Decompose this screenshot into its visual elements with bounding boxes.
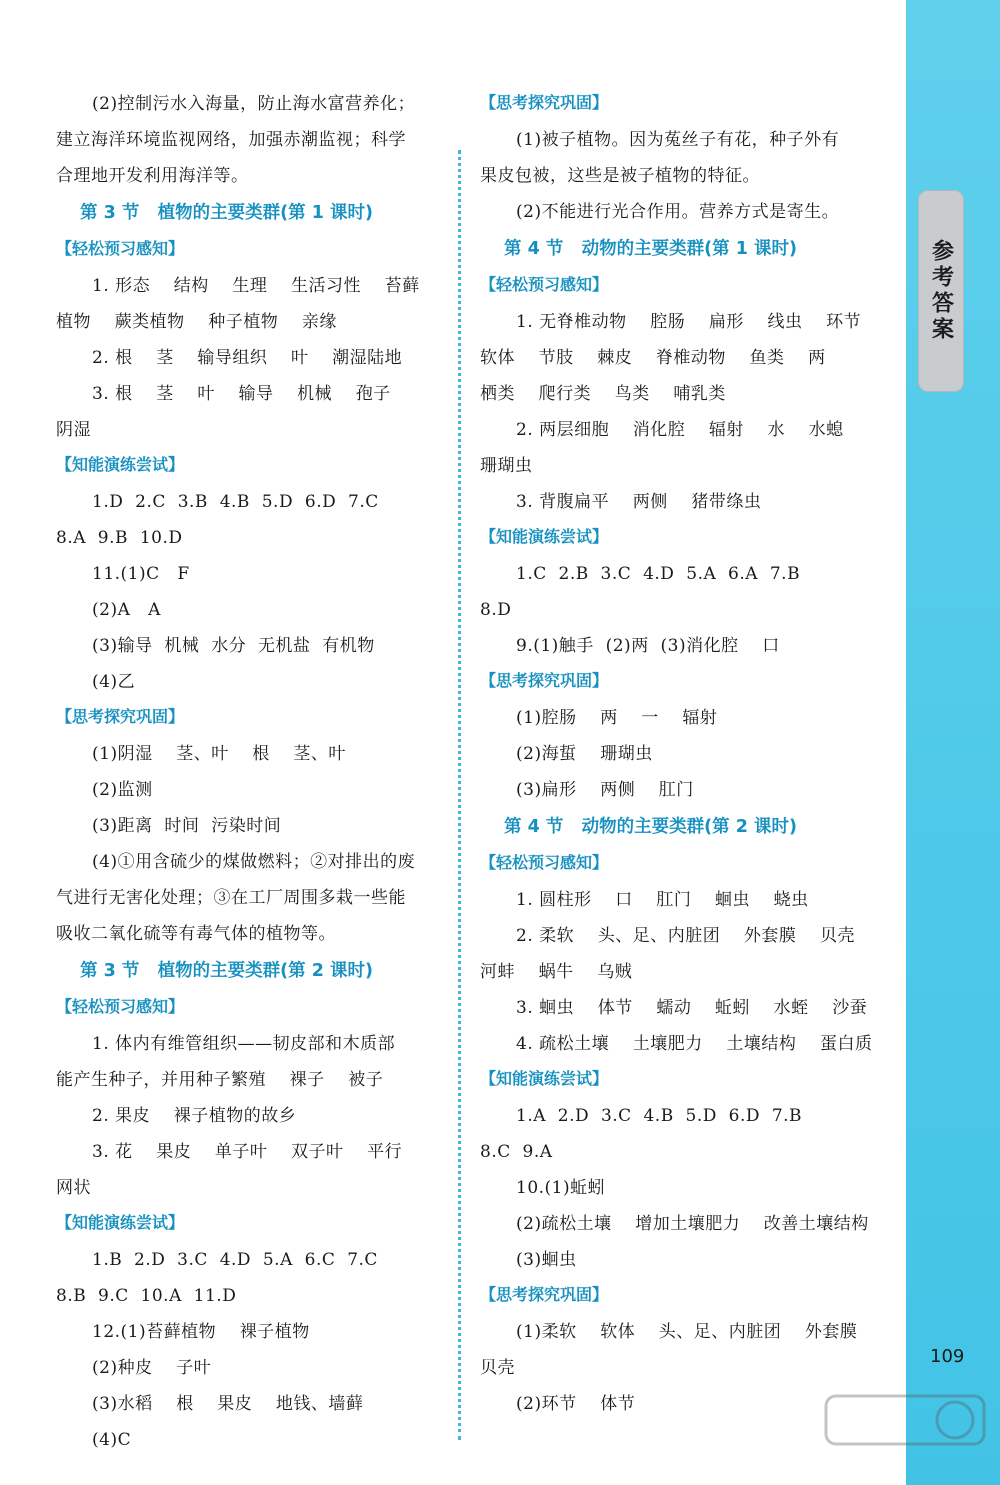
answer-line: (1)被子植物。因为菟丝子有花，种子外有 <box>516 130 840 150</box>
answer-line: 10.(1)蚯蚓 <box>516 1178 606 1198</box>
answer-line: (2)种皮 子叶 <box>92 1358 212 1378</box>
answer-line: 气进行无害化处理；③在工厂周围多栽一些能 <box>56 888 406 908</box>
subsection-tag: 【思考探究巩固】 <box>480 93 609 112</box>
subsection-tag: 【思考探究巩固】 <box>480 1285 609 1304</box>
answer-line: (3)扁形 两侧 肛门 <box>516 780 694 800</box>
answer-line: 1. 形态 结构 生理 生活习性 苔藓 <box>92 276 420 296</box>
subsection-tag: 【思考探究巩固】 <box>480 671 609 690</box>
answer-line: 8.C 9.A <box>480 1142 553 1162</box>
answer-line: (2)海蜇 珊瑚虫 <box>516 744 653 764</box>
answer-line: (2)疏松土壤 增加土壤肥力 改善土壤结构 <box>516 1214 869 1234</box>
subsection-tag: 【知能演练尝试】 <box>56 1213 185 1232</box>
answer-line: 1.B 2.D 3.C 4.D 5.A 6.C 7.C <box>92 1250 378 1270</box>
answer-line: 珊瑚虫 <box>480 456 533 476</box>
subsection-tag: 【思考探究巩固】 <box>56 707 185 726</box>
page-number: 109 <box>930 1346 965 1367</box>
subsection-tag: 【轻松预习感知】 <box>480 275 609 294</box>
right-column <box>480 86 872 1422</box>
answer-line: 能产生种子，并用种子繁殖 裸子 被子 <box>56 1070 384 1090</box>
subsection-tag: 【轻松预习感知】 <box>56 997 185 1016</box>
section-heading: 第 3 节 植物的主要类群(第 1 课时) <box>80 203 373 223</box>
answer-line: (3)蛔虫 <box>516 1250 577 1270</box>
answer-line: 河蚌 蜗牛 乌贼 <box>480 962 633 982</box>
answer-line: (3)水稻 根 果皮 地钱、墙藓 <box>92 1394 364 1414</box>
answer-line: 9.(1)触手 (2)两 (3)消化腔 口 <box>516 636 780 656</box>
answer-line: (2)监测 <box>92 780 153 800</box>
answer-line: 吸收二氧化硫等有毒气体的植物等。 <box>56 924 336 944</box>
answer-line: 1.C 2.B 3.C 4.D 5.A 6.A 7.B <box>516 564 801 584</box>
answer-line: 12.(1)苔藓植物 裸子植物 <box>92 1322 310 1342</box>
answer-line: 3. 背腹扁平 两侧 猪带绦虫 <box>516 492 762 512</box>
answer-line: 1.A 2.D 3.C 4.B 5.D 6.D 7.B <box>516 1106 803 1126</box>
answer-line: 植物 蕨类植物 种子植物 亲缘 <box>56 312 337 332</box>
answer-line: (1)柔软 软体 头、足、内脏团 外套膜 <box>516 1322 858 1342</box>
answer-line: 11.(1)C F <box>92 564 190 584</box>
subsection-tag: 【轻松预习感知】 <box>480 853 609 872</box>
answer-line: 软体 节肢 棘皮 脊椎动物 鱼类 两 <box>480 348 826 368</box>
answer-line: (1)腔肠 两 一 辐射 <box>516 708 718 728</box>
answer-line: 2. 根 茎 输导组织 叶 潮湿陆地 <box>92 348 403 368</box>
subsection-tag: 【知能演练尝试】 <box>56 455 185 474</box>
answer-line: 2. 两层细胞 消化腔 辐射 水 水螅 <box>516 420 844 440</box>
answer-line: 1. 圆柱形 口 肛门 蛔虫 蛲虫 <box>516 890 809 910</box>
answer-line: 3. 根 茎 叶 输导 机械 孢子 <box>92 384 391 404</box>
answer-line: 果皮包被，这些是被子植物的特征。 <box>480 166 760 186</box>
answer-line: 1. 体内有维管组织——韧皮部和木质部 <box>92 1034 396 1054</box>
answer-line: 贝壳 <box>480 1358 515 1378</box>
watermark-logo <box>820 1390 990 1480</box>
answer-line: 8.D <box>480 600 512 620</box>
answer-line: (2)控制污水入海量，防止海水富营养化； <box>92 94 416 114</box>
subsection-tag: 【轻松预习感知】 <box>56 239 185 258</box>
answer-line: (3)输导 机械 水分 无机盐 有机物 <box>92 636 375 656</box>
answer-line: (4)①用含硫少的煤做燃料；②对排出的废 <box>92 852 416 872</box>
answer-line: 1. 无脊椎动物 腔肠 扁形 线虫 环节 <box>516 312 862 332</box>
answer-line: 网状 <box>56 1178 91 1198</box>
answer-line: 8.A 9.B 10.D <box>56 528 183 548</box>
answer-line: (2)A A <box>92 600 161 620</box>
answer-line: 8.B 9.C 10.A 11.D <box>56 1286 237 1306</box>
side-tab-label: 参考答案 <box>928 239 954 343</box>
subsection-tag: 【知能演练尝试】 <box>480 1069 609 1088</box>
section-heading: 第 4 节 动物的主要类群(第 1 课时) <box>504 239 797 259</box>
answer-line: (4)C <box>92 1430 132 1450</box>
answer-line: (2)不能进行光合作用。营养方式是寄生。 <box>516 202 840 222</box>
answer-line: 阴湿 <box>56 420 91 440</box>
answer-line: 2. 柔软 头、足、内脏团 外套膜 贝壳 <box>516 926 855 946</box>
answer-line: 建立海洋环境监视网络，加强赤潮监视；科学 <box>56 130 406 150</box>
column-divider <box>458 150 461 1440</box>
left-column <box>56 86 444 1458</box>
answer-line: (4)乙 <box>92 672 136 692</box>
section-heading: 第 3 节 植物的主要类群(第 2 课时) <box>80 961 373 981</box>
subsection-tag: 【知能演练尝试】 <box>480 527 609 546</box>
answer-line: 合理地开发利用海洋等。 <box>56 166 249 186</box>
answer-line: (1)阴湿 茎、叶 根 茎、叶 <box>92 744 346 764</box>
answer-line: 1.D 2.C 3.B 4.B 5.D 6.D 7.C <box>92 492 379 512</box>
answer-line: 栖类 爬行类 鸟类 哺乳类 <box>480 384 726 404</box>
answer-line: 4. 疏松土壤 土壤肥力 土壤结构 蛋白质 <box>516 1034 873 1054</box>
answer-line: 3. 蛔虫 体节 蠕动 蚯蚓 水蛭 沙蚕 <box>516 998 868 1018</box>
answer-line: 3. 花 果皮 单子叶 双子叶 平行 <box>92 1142 403 1162</box>
answer-line: 2. 果皮 裸子植物的故乡 <box>92 1106 297 1126</box>
section-heading: 第 4 节 动物的主要类群(第 2 课时) <box>504 817 797 837</box>
answer-line: (3)距离 时间 污染时间 <box>92 816 282 836</box>
side-tab <box>918 190 964 392</box>
answer-line: (2)环节 体节 <box>516 1394 636 1414</box>
